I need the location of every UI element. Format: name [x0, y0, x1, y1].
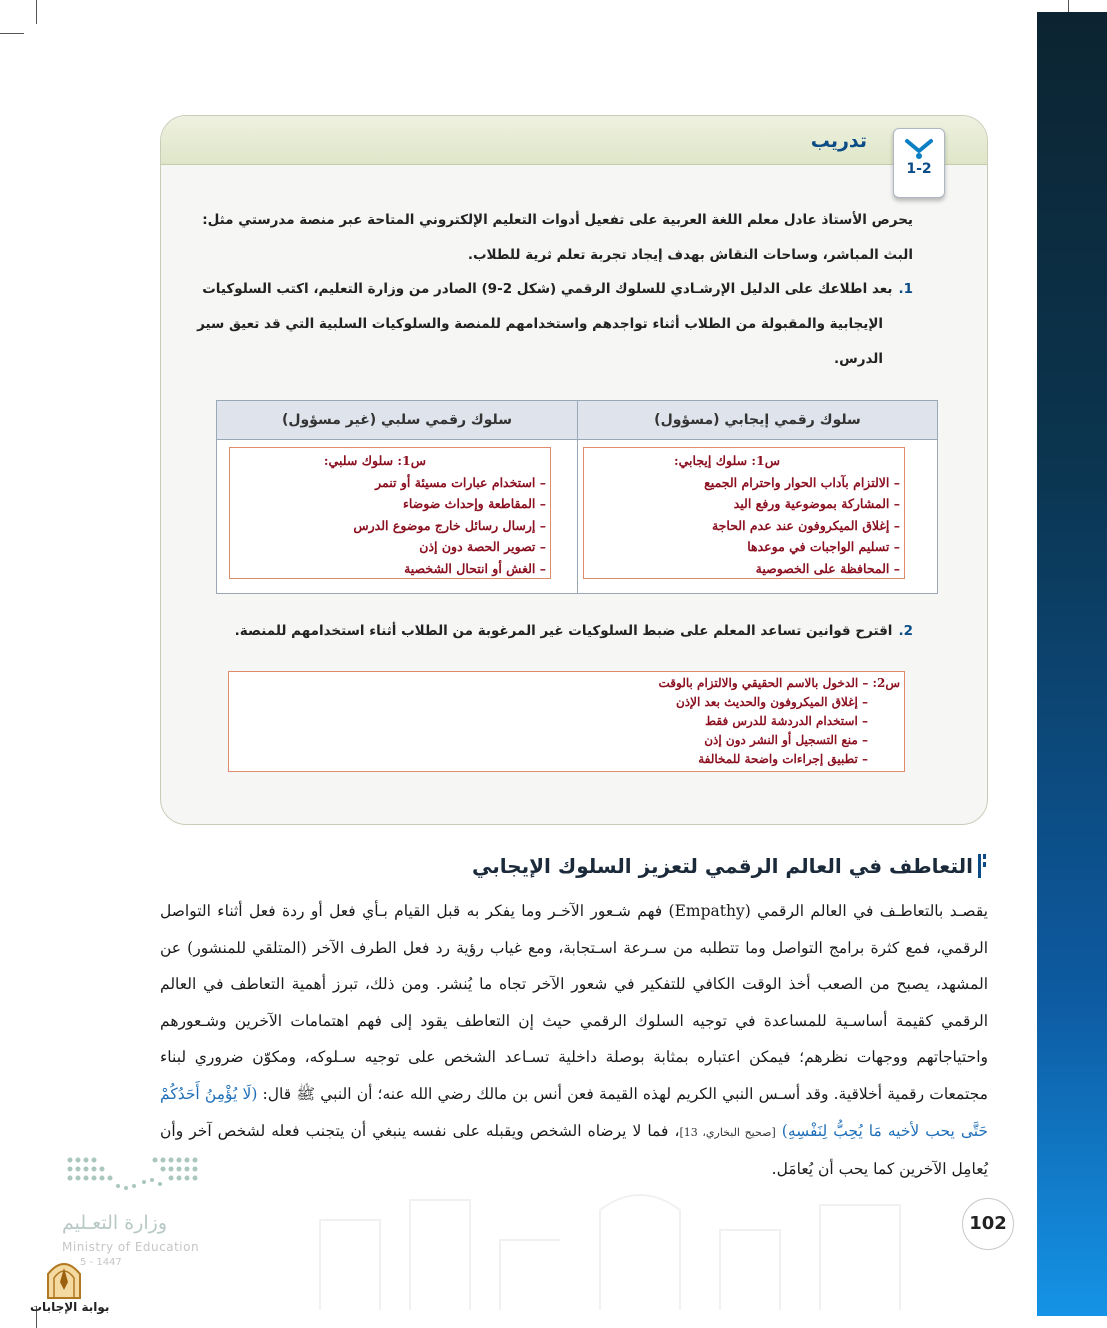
intro-line: يحرص الأستاذ عادل معلم اللغة العربية على تفعيل أدوات التعليم الإلكتروني المتاحة عبر منصة مدرستي مثل:	[202, 212, 913, 228]
exercise-number: 1-2	[906, 161, 932, 177]
question-number: 2.	[898, 623, 913, 639]
answer-line: – استخدام الدردشة للدرس فقط	[704, 714, 868, 728]
hadith-reference: [صحيح البخاري، 13]	[679, 1125, 776, 1139]
ministry-name-english: Ministry of Education	[62, 1240, 200, 1254]
exercise-badge	[893, 128, 945, 198]
exercise-header	[161, 116, 987, 165]
question-line: الإيجابية والمقبولة من الطلاب أثناء تواجدهم واستخدامهم للمنصة والسلوكيات السلبية التي قد تعيق سير	[197, 316, 883, 332]
answer-line: – تسليم الواجبات في موعدها	[747, 539, 900, 554]
exercise-intro	[173, 203, 913, 273]
answer-line: – الغش أو انتحال الشخصية	[404, 560, 546, 576]
answer-line: – المحافظة على الخصوصية	[755, 560, 900, 576]
answer-line: – إرسال رسائل خارج موضوع الدرس	[353, 517, 546, 533]
background-watermark	[300, 1180, 940, 1320]
portal-logo-icon	[44, 1256, 84, 1300]
hadith-quote: (لَا يُؤْمِنُ أَحَدُكُمْ حَتَّى يحب لأخيه مَا يُحِبُّ لِنَفْسِهِ)	[160, 1084, 989, 1140]
positive-answer-box	[583, 447, 905, 579]
exercise-icon	[904, 137, 934, 159]
table-divider	[577, 401, 578, 593]
rules-answer-box	[228, 671, 905, 772]
crop-mark	[0, 33, 24, 34]
exercise-box	[160, 115, 988, 825]
question-line: بعد اطلاعك على الدليل الإرشـادي للسلوك الرقمي (شكل 2-9) الصادر من وزارة التعليم، اكتب السلوكيات	[202, 281, 893, 297]
table-header-negative: سلوك رقمي سلبي (غير مسؤول)	[217, 401, 577, 440]
exercise-title: تدريب	[810, 130, 867, 152]
page-number: 102	[962, 1198, 1014, 1250]
section-heading: التعاطف في العالم الرقمي لتعزيز السلوك الإيجابي	[471, 854, 973, 878]
table-header-positive: سلوك رقمي إيجابي (مسؤول)	[578, 401, 937, 440]
question-line: اقترح قوانين تساعد المعلم على ضبط السلوكيات غير المرغوبة من الطلاب أثناء استخدامهم للمنصة.	[234, 623, 893, 639]
negative-answer-box	[229, 447, 551, 579]
question-2	[173, 614, 913, 649]
crop-mark	[36, 0, 37, 24]
paragraph-text: ، فما لا يرضاه الشخص ويقبله على نفسه ينبغي أن يتجنب فعله لشخص آخر وأن يُعامِل الآخرين كما يحب أن يُعامَل.	[160, 1121, 988, 1179]
answer-line: – المقاطعة وإحداث ضوضاء	[402, 496, 546, 511]
ministry-logo-icon	[60, 1150, 210, 1210]
answer-line: – تطبيق إجراءات واضحة للمخالفة	[698, 752, 868, 766]
ministry-year: 5 - 1447	[80, 1257, 122, 1268]
answer-line: – استخدام عبارات مسيئة أو تنمر	[375, 474, 546, 490]
answer-line: س1: سلوك إيجابي:	[674, 453, 780, 468]
body-paragraph	[160, 893, 988, 1188]
question-line: الدرس.	[833, 351, 883, 367]
question-number: 1.	[898, 281, 913, 297]
answer-line: – المشاركة بموضوعية ورفع اليد	[733, 496, 900, 511]
answer-line: – تصوير الحصة دون إذن	[419, 539, 546, 554]
ministry-name-arabic: وزارة التعـليم	[62, 1212, 168, 1234]
page-side-bar	[1037, 12, 1107, 1316]
answer-line: س2: – الدخول بالاسم الحقيقي والالتزام بالوقت	[658, 676, 900, 690]
intro-line: البث المباشر، وساحات النقاش بهدف إيجاد تجربة تعلم ثرية للطلاب.	[467, 247, 913, 263]
answer-line: – إغلاق الميكروفون عند عدم الحاجة	[711, 517, 900, 533]
portal-name: بوابة الإجابات	[30, 1300, 110, 1314]
paragraph-text: يقصـد بالتعاطـف في العالم الرقمي (Empathy) فهم شـعور الآخـر وما يفكر به قبل القيام بـأي فعل أو ردة فعل أثناء التواصل الرقمي، فمع كثرة برامج التواصل وما تتطلبه من سـرعة اسـتجابة، ومع غياب رؤية رد فعل الطرف الآخر (المتلقي للمنشور) عن المشهد، يصبح من الصعب أخذ الوقت الكافي للتفكير في شعور الآخر تجاه ما يُنشر. ومن ذلك، تبرز أهمية التعاطف في العالم الرقمي كقيمة أساسـية للمساعدة في توجيه السلوك الرقمي حيث إن التعاطف يقود إلى فهم اهتمامات الآخرين وشـعورهم واحتياجاتهم ووجهات نظرهم؛ فيمكن اعتباره بمثابة بوصلة داخلية تسـاعد الشخص على توجيه سـلوكه، ومكوّن ضروري لبناء مجتمعات رقمية أخلاقية. وقد أسـس النبي الكريم لهذه القيمة فعن أنس بن مالك رضي الله عنه؛ أن النبي ﷺ قال:	[160, 902, 988, 1103]
answer-line: – إغلاق الميكروفون والحديث بعد الإذن	[675, 695, 868, 709]
answer-line: – منع التسجيل أو النشر دون إذن	[704, 733, 868, 747]
answer-line: س1: سلوك سلبي:	[323, 453, 426, 468]
section-marker-icon	[978, 854, 986, 878]
question-1	[173, 272, 913, 377]
behavior-table	[216, 400, 938, 594]
answer-line: – الالتزام بآداب الحوار واحترام الجميع	[704, 474, 900, 490]
